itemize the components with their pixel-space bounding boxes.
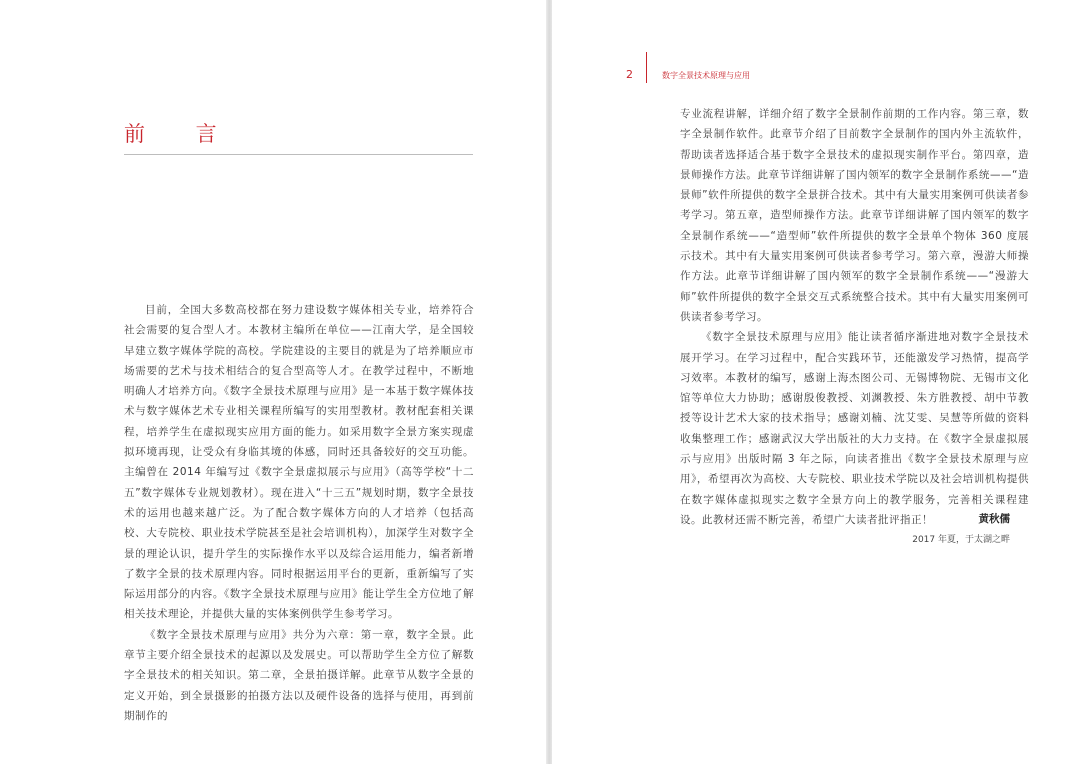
preface-title: 前 言	[124, 122, 239, 146]
right-paragraph-1: 专业流程讲解，详细介绍了数字全景制作前期的工作内容。第三章，数字全景制作软件。此章节介绍了目前数字全景制作的国内外主流软件，帮助读者选择适合基于数字全景技术的虚拟现实制作平台。第四章，造景师操作方法。此章节详细讲解了国内领军的数字全景制作系统——“造景师”软件所提供的数字全景拼合技术。其中有大量实用案例可供读者参考学习。第五章，造型师操作方法。此章节详细讲解了国内领军的数字全景制作系统——“造型师”软件所提供的数字全景单个物体 360 度展示技术。其中有大量实用案例可供读者参考学习。第六章，漫游大师操作方法。此章节详细讲解了国内领军的数字全景制作系统——“漫游大师”软件所提供的数字全景交互式系统整合技术。其中有大量实用案例可供读者参考学习。	[680, 108, 1029, 323]
left-paragraph-2: 《数字全景技术原理与应用》共分为六章：第一章，数字全景。此章节主要介绍全景技术的起源以及发展史。可以帮助学生全方位了解数字全景技术的相关知识。第二章，全景拍摄详解。此章节从数字全景的定义开始，到全景摄影的拍摄方法以及硬件设备的选择与使用，再到前期制作的	[124, 628, 474, 722]
left-paragraph-1: 目前，全国大多数高校都在努力建设数字媒体相关专业，培养符合社会需要的复合型人才。本教材主编所在单位——江南大学，是全国较早建立数字媒体学院的高校。学院建设的主要目的就是为了培养顺应市场需要的艺术与技术相结合的复合型高等人才。在教学过程中，不断地明确人才培养方向。《数字全景技术原理与应用》是一本基于数字媒体技术与数字媒体艺术专业相关课程所编写的实用型教材。教材配套相关课程，培养学生在虚拟现实应用方面的能力。如采用数字全景方案实现虚拟环境再现，让受众有身临其境的体感，同时还具备较好的交互功能。主编曾在 2014 年编写过《数字全景虚拟展示与应用》（高等学校“十二五”数字媒体专业规划教材）。现在进入“十三五”规划时期，数字全景技术的运用也越来越广泛。为了配合数字媒体方向的人才培养（包括高校、大专院校、职业技术学院甚至是社会培训机构），加深学生对数字全景的理论认识，提升学生的实际操作水平以及综合运用能力，编者新增了数字全景的技术原理内容。同时根据运用平台的更新，重新编写了实际运用部分的内容。《数字全景技术原理与应用》能让学生全方位地了解相关技术理论，并提供大量的实体案例供学生参考学习。	[124, 304, 474, 621]
running-header-title: 数字全景技术原理与应用	[662, 71, 750, 80]
signature-date: 2017 年夏，于太湖之畔	[912, 535, 1010, 545]
header-divider	[646, 52, 647, 83]
right-paragraph-2: 《数字全景技术原理与应用》能让读者循序渐进地对数字全景技术展开学习。在学习过程中，配合实践环节，还能激发学习热情，提高学习效率。本教材的编写，感谢上海杰图公司、无锡博物院、无锡市文化馆等单位大力协助；感谢殷俊教授、刘渊教授、朱方胜教授、胡中节教授等设计艺术大家的技术指导；感谢刘楠、沈艾雯、吴慧等所做的资料收集整理工作；感谢武汉大学出版社的大力支持。在《数字全景虚拟展示与应用》出版时隔 3 年之际，向读者推出《数字全景技术原理与应用》，希望再次为高校、大专院校、职业技术学院以及社会培训机构提供在数字媒体虚拟现实之数字全景方向上的教学服务，完善相关课程建设。此教材还需不断完善，希望广大读者批评指正！	[680, 331, 1029, 526]
title-divider	[124, 154, 473, 155]
page-number: 2	[626, 68, 633, 81]
right-body-text	[680, 104, 1029, 530]
author-signature: 黄秋儒	[978, 513, 1010, 525]
left-body-text	[124, 300, 474, 726]
